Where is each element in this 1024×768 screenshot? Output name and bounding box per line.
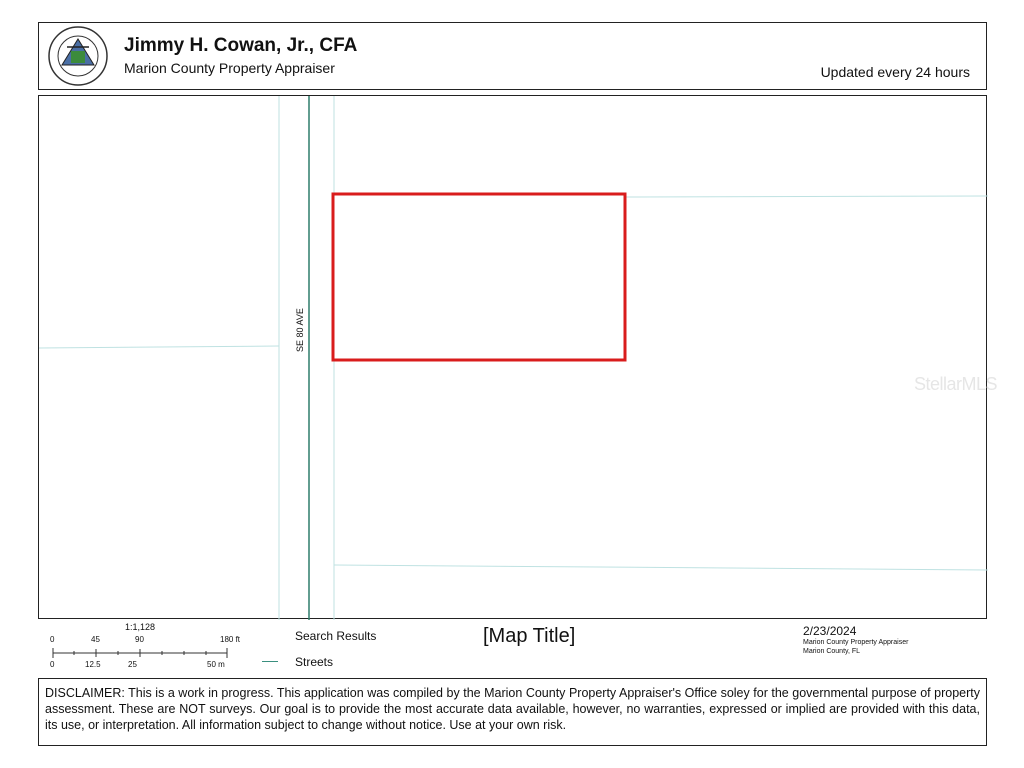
legend-search-results: Search Results — [295, 629, 377, 643]
credit-line: Marion County Property Appraiser — [803, 639, 909, 646]
map-view[interactable] — [38, 95, 998, 619]
disclaimer-text: DISCLAIMER: This is a work in progress. This application was compiled by the Marion County Property Appraiser's Office soley for the governmental purpose of property assessment. These are NOT surveys. Our goal is to provide the most accurate data available, however, no warranties, expressed or implied are provided with this data, its use, or interpretation. All information subject to change without notice. Use at your own risk. — [38, 678, 987, 746]
parcel-line — [39, 346, 279, 348]
scale-ratio: 1:1,128 — [125, 622, 156, 632]
header-panel — [38, 22, 987, 90]
map-date: 2/23/2024 — [803, 624, 857, 638]
scale-m-tick: 0 — [50, 660, 55, 669]
scale-ft-tick: 90 — [135, 635, 144, 644]
scale-m-tick: 12.5 — [85, 660, 101, 669]
parcel-line — [334, 565, 988, 570]
streets-swatch-icon — [262, 661, 278, 662]
appraiser-seal-icon — [47, 25, 109, 87]
watermark: StellarMLS — [914, 374, 998, 394]
search-result-parcel[interactable] — [333, 194, 625, 360]
scale-bar-graphic — [52, 646, 252, 660]
scale-m-tick: 50 m — [207, 660, 225, 669]
office-name: Marion County Property Appraiser — [124, 60, 335, 76]
scale-bar — [40, 622, 260, 672]
scale-ft-tick: 180 ft — [220, 635, 241, 644]
appraiser-name: Jimmy H. Cowan, Jr., CFA — [124, 35, 358, 56]
map-canvas — [39, 96, 988, 620]
legend-streets: Streets — [295, 655, 334, 669]
update-frequency: Updated every 24 hours — [820, 64, 970, 80]
credit-line: Marion County, FL — [803, 648, 861, 655]
parcel-line — [626, 196, 988, 197]
scale-ft-tick: 45 — [91, 635, 100, 644]
map-title: [Map Title] — [483, 625, 576, 647]
scale-m-tick: 25 — [128, 660, 137, 669]
street-label: SE 80 AVE — [295, 308, 305, 352]
scale-ft-tick: 0 — [50, 635, 55, 644]
